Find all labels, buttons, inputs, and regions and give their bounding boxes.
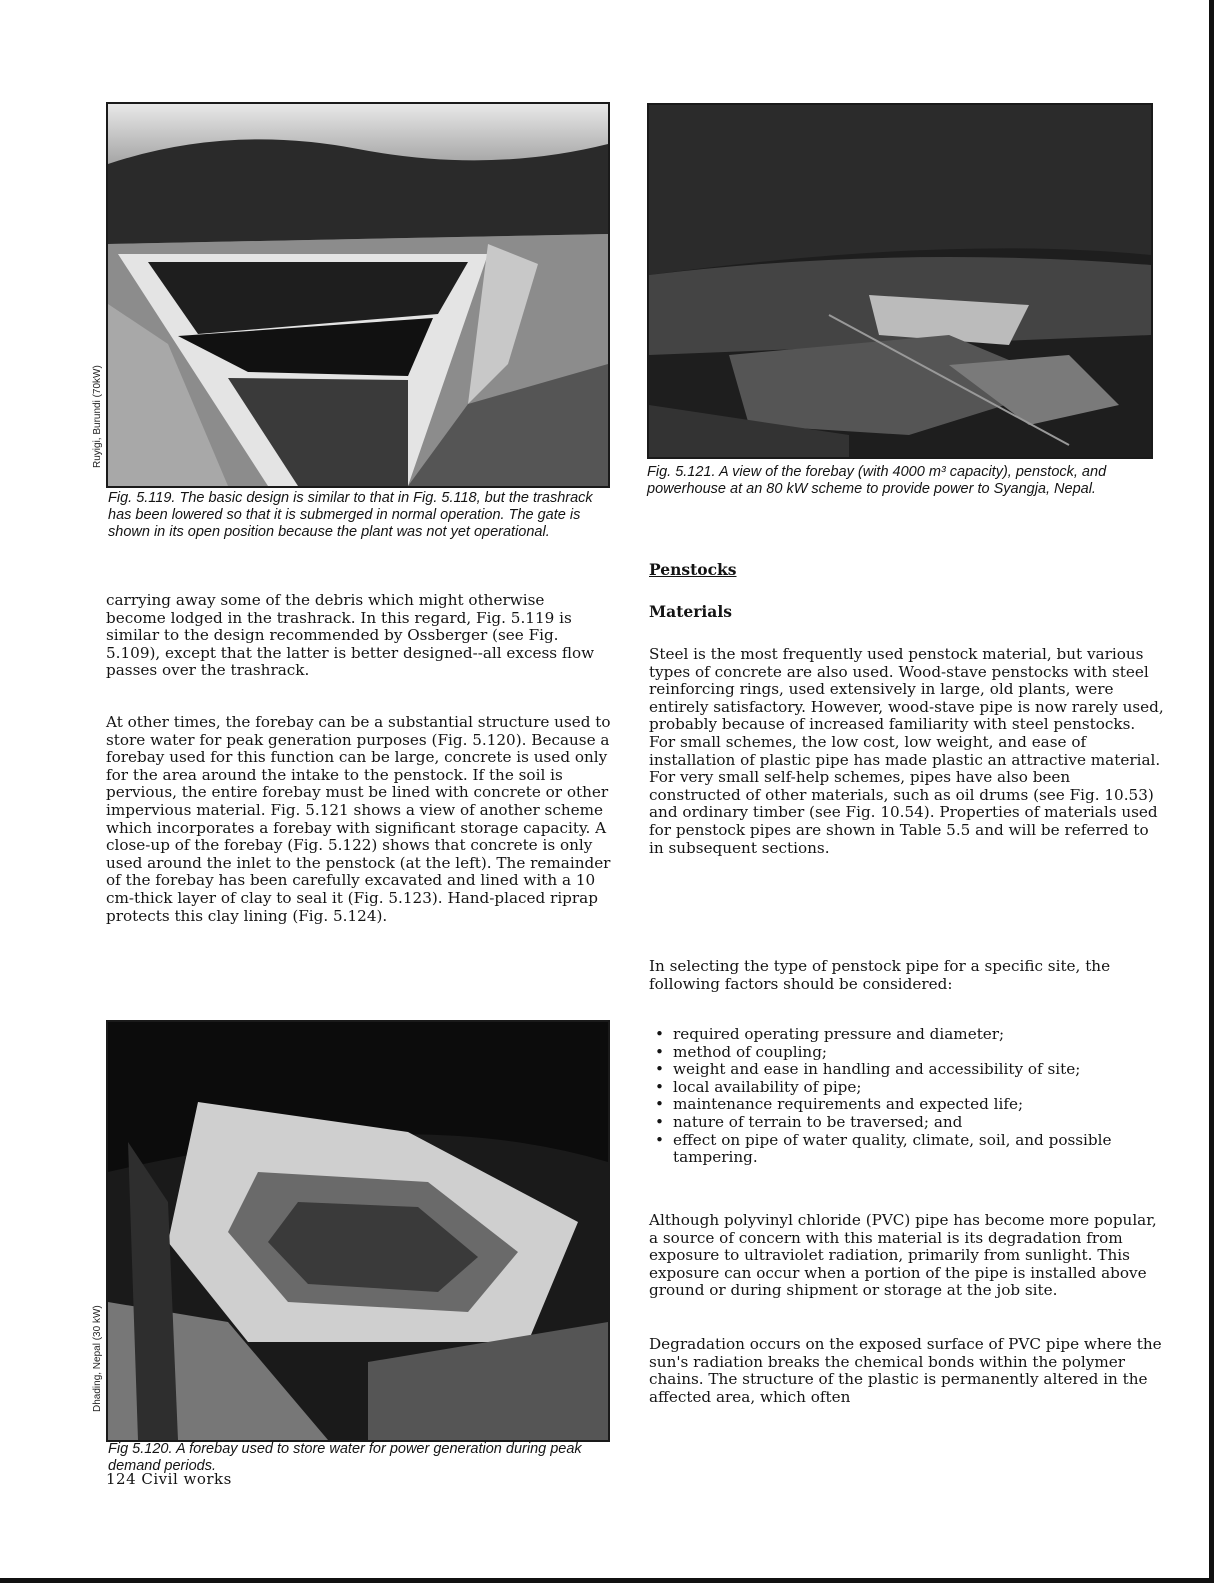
storage-forebay-photo-image [108, 1022, 608, 1440]
factors-list [651, 1026, 1163, 1167]
bullet-icon: • [655, 1025, 664, 1043]
bullet-icon: • [655, 1042, 664, 1061]
page-footer: 124 Civil works [106, 1470, 232, 1488]
right-paragraph-3: Although polyvinyl chloride (PVC) pipe has become more popular, a source of concern with this material is its degradation from exposure to ultraviolet radiation, primarily from sunlight. This exposure can occur when a portion of the pipe is installed above ground or during shipment or storage at the job site. [649, 1211, 1157, 1300]
right-paragraph-4: Degradation occurs on the exposed surface of PVC pipe where the sun's radiation breaks the chemical bonds within the polymer chains. The structure of the plastic is permanently altered in the affected area, which often [649, 1335, 1162, 1406]
figure-5-120-caption: Fig 5.120. A forebay used to store water for power generation during peak demand periods. [108, 1441, 582, 1474]
forebay-photo-image [108, 104, 608, 486]
bullet-icon: • [655, 1130, 664, 1149]
section-title-penstocks: Penstocks [649, 560, 737, 579]
left-paragraph-2: At other times, the forebay can be a substantial structure used to store water for peak generation purposes (Fig. 5.120). Because a forebay used for this function can be large, concrete is used only for the area around the intake to the penstock. If the soil is pervious, the entire forebay must be lined with concrete or other impervious material. Fig. 5.121 shows a view of another scheme which incorporates a forebay with significant storage capacity. A close-up of the forebay (Fig. 5.122) shows that concrete is only used around the inlet to the penstock (at the left). The remainder of the forebay has been carefully excavated and lined with a 10 cm-thick layer of clay to seal it (Fig. 5.123). Hand-placed riprap protects this clay lining (Fig. 5.124). [106, 713, 611, 925]
list-item: • local availability of pipe; [655, 1077, 862, 1096]
subsection-title-materials: Materials [649, 602, 732, 621]
list-item: • required operating pressure and diameter; [655, 1025, 1005, 1043]
forebay-penstock-powerhouse-photo-image [649, 105, 1151, 457]
figure-5-119-caption: Fig. 5.119. The basic design is similar to that in Fig. 5.118, but the trashrack has been lowered so that it is submerged in normal operation. The gate is shown in its open position because the plant was not yet operational. [108, 490, 593, 540]
bullet-icon: • [655, 1112, 664, 1131]
figure-5-119-photo [106, 102, 610, 488]
figure-5-121-caption: Fig. 5.121. A view of the forebay (with 4000 m³ capacity), penstock, and powerhouse at an 80 kW scheme to provide power to Syangja, Nepal. [647, 464, 1107, 497]
list-item: • weight and ease in handling and accessibility of site; [655, 1060, 1081, 1079]
figure-5-120-credit: Dhading, Nepal (30 kW) [92, 1305, 103, 1412]
bullet-icon: • [655, 1060, 664, 1079]
bullet-icon: • [655, 1077, 664, 1096]
list-item: • effect on pipe of water quality, climate, soil, and possible tampering. [655, 1130, 1112, 1167]
figure-5-120-photo [106, 1020, 610, 1442]
right-paragraph-2: In selecting the type of penstock pipe for a specific site, the following factors should be considered: [649, 957, 1111, 993]
page-border-right [1209, 0, 1214, 1583]
page-border-bottom [0, 1578, 1214, 1583]
list-item: • nature of terrain to be traversed; and [655, 1112, 963, 1131]
bullet-icon: • [655, 1095, 664, 1114]
figure-5-119-credit: Ruyigi, Burundi (70kW) [92, 365, 103, 468]
list-item: • maintenance requirements and expected life; [655, 1095, 1024, 1114]
list-item: • method of coupling; [655, 1042, 828, 1061]
right-paragraph-1: Steel is the most frequently used penstock material, but various types of concrete are also used. Wood-stave penstocks with steel reinforcing rings, used extensively in large, old plants, were entirely satisfactory. However, wood-stave pipe is now rarely used, probably because of increased familiarity with steel penstocks. For small schemes, the low cost, low weight, and ease of installation of plastic pipe has made plastic an attractive material. For very small self-help schemes, pipes have also been constructed of other materials, such as oil drums (see Fig. 10.53) and ordinary timber (see Fig. 10.54). Properties of materials used for penstock pipes are shown in Table 5.5 and will be referred to in subsequent sections. [649, 645, 1164, 857]
left-paragraph-1: carrying away some of the debris which might otherwise become lodged in the trashrack. In this regard, Fig. 5.119 is similar to the design recommended by Ossberger (see Fig. 5.109), except that the latter is better designed--all excess flow passes over the trashrack. [106, 591, 595, 680]
figure-5-121-photo [647, 103, 1153, 459]
